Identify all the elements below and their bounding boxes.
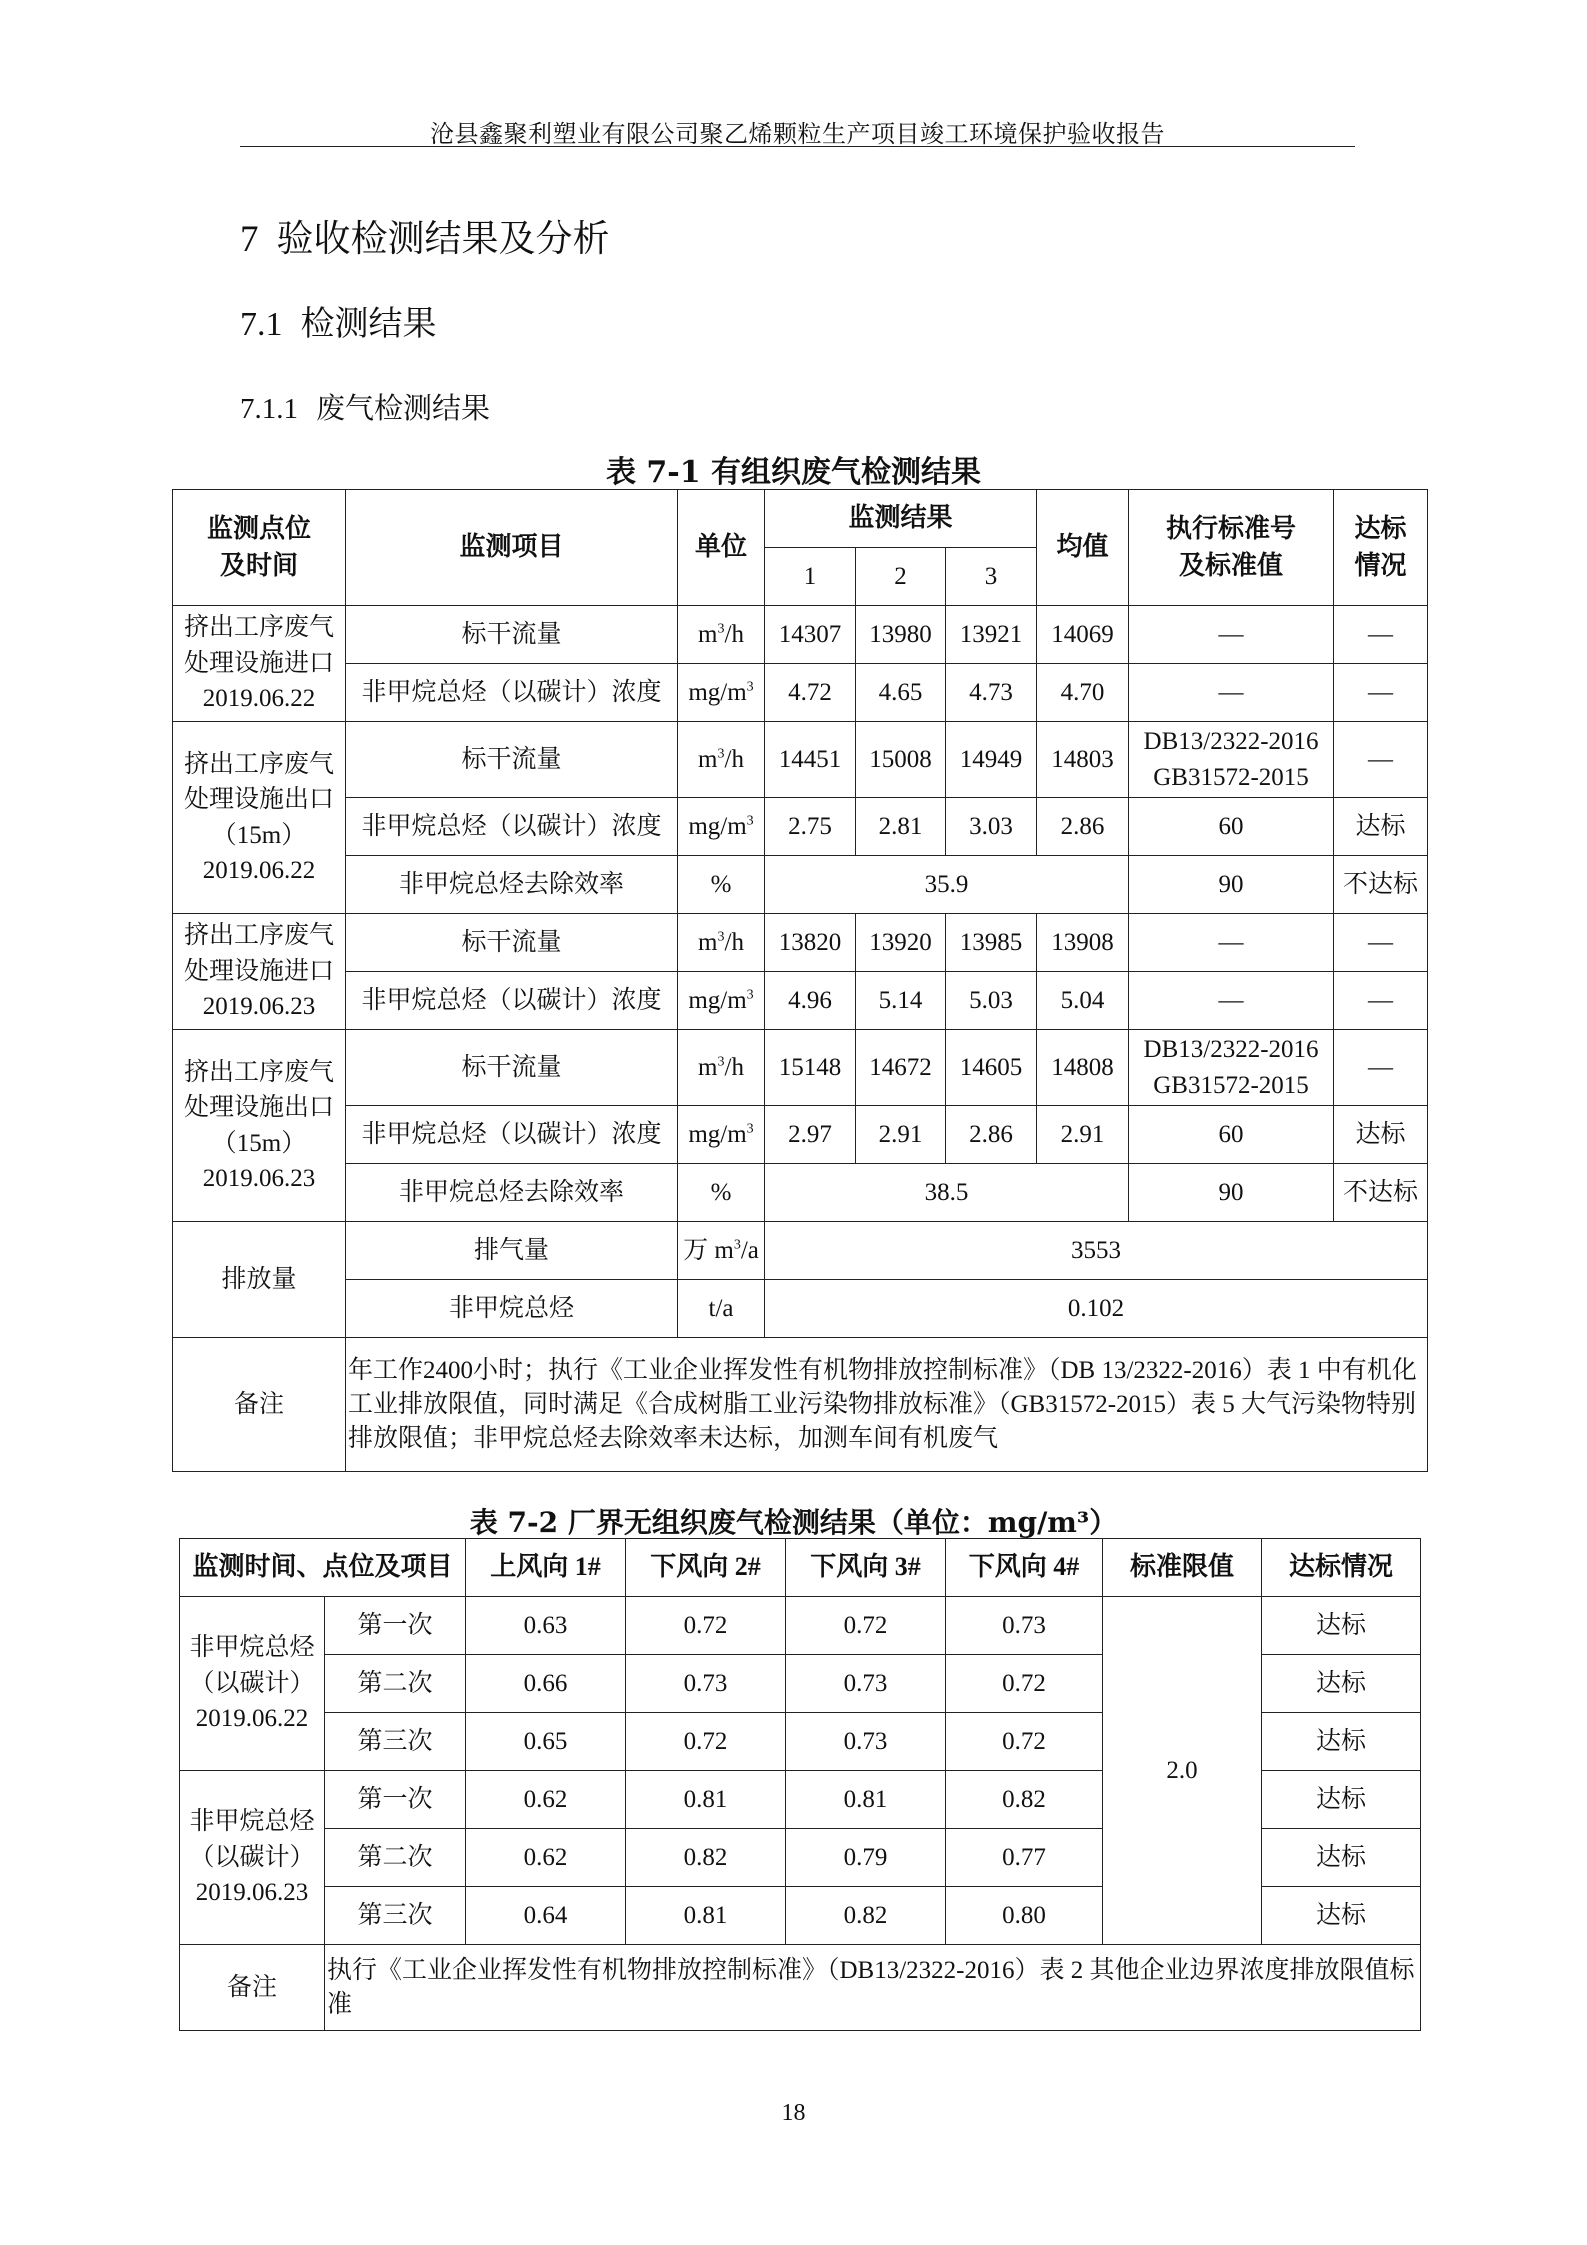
header-up1: 上风向 1#: [466, 1539, 626, 1597]
table2-caption: 表 7-2 厂界无组织废气检测结果（单位：mg/m³）: [469, 1506, 1118, 1539]
fugitive-emission-table: [179, 1538, 1421, 2031]
monitoring-item: 标干流量: [346, 606, 678, 664]
downwind-4: 0.72: [946, 1655, 1103, 1713]
mean-value: 2.86: [1037, 798, 1129, 856]
organized-emission-table: [172, 489, 1428, 1472]
unit-base: mg/m: [688, 812, 747, 840]
page-number: 18: [781, 2100, 806, 2126]
header-compliance: 达标 情况: [1334, 490, 1428, 606]
subsection-number: 7.1: [240, 306, 283, 343]
table-row: [180, 1597, 1421, 1655]
compliance: 达标: [1262, 1655, 1421, 1713]
result-1: 4.96: [765, 972, 856, 1030]
monitoring-point: 挤出工序废气 处理设施出口 （15m） 2019.06.23: [173, 1030, 346, 1222]
table-row: [173, 1164, 1428, 1222]
table-row: [173, 606, 1428, 664]
compliance: 达标: [1262, 1771, 1421, 1829]
header-unit: 单位: [678, 490, 765, 606]
standard-value: 90: [1129, 856, 1334, 914]
table-row: [173, 1222, 1428, 1280]
standard-value: 60: [1129, 798, 1334, 856]
result-3: 13921: [946, 606, 1037, 664]
compliance: —: [1334, 722, 1428, 798]
unit: [678, 664, 765, 722]
unit-superscript: 3: [717, 1054, 725, 1070]
unit: [678, 798, 765, 856]
emission-value: 0.102: [765, 1280, 1428, 1338]
unit-superscript: 3: [717, 621, 725, 637]
unit-tail: /h: [724, 745, 744, 773]
monitoring-item: 非甲烷总烃（以碳计）浓度: [346, 664, 678, 722]
unit-tail: /h: [724, 1053, 744, 1081]
subsubsection-title: 废气检测结果: [316, 391, 491, 425]
compliance: 达标: [1262, 1597, 1421, 1655]
standard-value: —: [1129, 606, 1334, 664]
header-mean: 均值: [1037, 490, 1129, 606]
sampling-round: 第二次: [325, 1829, 466, 1887]
header-result: 监测结果: [765, 490, 1037, 548]
mean-value: 14808: [1037, 1030, 1129, 1106]
monitoring-item: 标干流量: [346, 914, 678, 972]
downwind-3: 0.72: [786, 1597, 946, 1655]
downwind-3: 0.73: [786, 1713, 946, 1771]
header-down2: 下风向 2#: [626, 1539, 786, 1597]
unit-tail: /h: [724, 620, 744, 648]
note-label: 备注: [180, 1945, 325, 2031]
unit: %: [678, 856, 765, 914]
compliance: —: [1334, 1030, 1428, 1106]
group-label: 非甲烷总烃 （以碳计） 2019.06.22: [180, 1597, 325, 1771]
unit: [678, 914, 765, 972]
sampling-round: 第三次: [325, 1887, 466, 1945]
header-result-r2: 2: [856, 548, 946, 606]
compliance: —: [1334, 664, 1428, 722]
downwind-2: 0.72: [626, 1597, 786, 1655]
result-2: 2.91: [856, 1106, 946, 1164]
downwind-3: 0.81: [786, 1771, 946, 1829]
upwind-1: 0.63: [466, 1597, 626, 1655]
header-down3: 下风向 3#: [786, 1539, 946, 1597]
unit-superscript: 3: [746, 987, 754, 1003]
compliance: 达标: [1334, 798, 1428, 856]
table-row: [173, 722, 1428, 798]
upwind-1: 0.62: [466, 1829, 626, 1887]
compliance: 达标: [1262, 1887, 1421, 1945]
monitoring-item: 非甲烷总烃（以碳计）浓度: [346, 798, 678, 856]
emission-value: 3553: [765, 1222, 1428, 1280]
header-rule: [240, 146, 1355, 147]
document-header: 沧县鑫聚利塑业有限公司聚乙烯颗粒生产项目竣工环境保护验收报告: [430, 120, 1165, 148]
group-label: 非甲烷总烃 （以碳计） 2019.06.23: [180, 1771, 325, 1945]
unit: [678, 972, 765, 1030]
mean-value: 5.04: [1037, 972, 1129, 1030]
result-2: 2.81: [856, 798, 946, 856]
standard-value: DB13/2322-2016 GB31572-2015: [1129, 722, 1334, 798]
note-label: 备注: [173, 1338, 346, 1472]
table1-caption: 表 7-1 有组织废气检测结果: [605, 455, 982, 490]
removal-efficiency: 35.9: [765, 856, 1129, 914]
compliance: 不达标: [1334, 856, 1428, 914]
mean-value: 2.91: [1037, 1106, 1129, 1164]
standard-limit: 2.0: [1103, 1597, 1262, 1945]
sampling-round: 第二次: [325, 1655, 466, 1713]
header-time-point: 监测时间、点位及项目: [180, 1539, 466, 1597]
header-limit: 标准限值: [1103, 1539, 1262, 1597]
compliance: 达标: [1262, 1713, 1421, 1771]
note-text: 执行《工业企业挥发性有机物排放控制标准》（DB13/2322-2016）表 2 其他企业边界浓度排放限值标准: [325, 1945, 1421, 2031]
standard-value: —: [1129, 972, 1334, 1030]
result-3: 4.73: [946, 664, 1037, 722]
result-2: 14672: [856, 1030, 946, 1106]
unit: [678, 1106, 765, 1164]
table-row: [173, 972, 1428, 1030]
unit-superscript: 3: [733, 1237, 741, 1253]
unit-base: 万 m: [683, 1236, 734, 1264]
monitoring-item: 标干流量: [346, 722, 678, 798]
unit-superscript: 3: [746, 1121, 754, 1137]
monitoring-point: 挤出工序废气 处理设施进口 2019.06.22: [173, 606, 346, 722]
subsection-title: 检测结果: [300, 304, 437, 344]
unit-tail: /a: [740, 1236, 759, 1264]
unit-superscript: 3: [746, 813, 754, 829]
result-2: 13920: [856, 914, 946, 972]
monitoring-point: 挤出工序废气 处理设施出口 （15m） 2019.06.22: [173, 722, 346, 914]
header-down4: 下风向 4#: [946, 1539, 1103, 1597]
downwind-2: 0.72: [626, 1713, 786, 1771]
monitoring-item: 非甲烷总烃去除效率: [346, 856, 678, 914]
result-3: 3.03: [946, 798, 1037, 856]
subsubsection-number: 7.1.1: [240, 393, 298, 425]
emission-label: 排放量: [173, 1222, 346, 1338]
compliance: 达标: [1334, 1106, 1428, 1164]
monitoring-item: 非甲烷总烃（以碳计）浓度: [346, 972, 678, 1030]
downwind-2: 0.82: [626, 1829, 786, 1887]
unit-superscript: 3: [717, 929, 725, 945]
result-2: 4.65: [856, 664, 946, 722]
result-1: 15148: [765, 1030, 856, 1106]
unit: [678, 606, 765, 664]
result-2: 13980: [856, 606, 946, 664]
monitoring-item: 标干流量: [346, 1030, 678, 1106]
downwind-4: 0.77: [946, 1829, 1103, 1887]
section-title: 验收检测结果及分析: [276, 217, 610, 260]
unit-base: m: [698, 1053, 718, 1081]
note-text: 年工作2400小时；执行《工业企业挥发性有机物排放控制标准》（DB 13/2322-2016）表 1 中有机化工业排放限值，同时满足《合成树脂工业污染物排放标准》（GB31572-2015）表 5 大气污染物特别排放限值；非甲烷总烃去除效率未达标，加测车间有机废气: [346, 1338, 1428, 1472]
table-row: [173, 914, 1428, 972]
standard-value: DB13/2322-2016 GB31572-2015: [1129, 1030, 1334, 1106]
downwind-3: 0.73: [786, 1655, 946, 1713]
downwind-4: 0.72: [946, 1713, 1103, 1771]
unit-base: m: [698, 745, 718, 773]
table-row: [173, 856, 1428, 914]
section-number: 7: [240, 219, 259, 260]
mean-value: 14069: [1037, 606, 1129, 664]
sampling-round: 第一次: [325, 1771, 466, 1829]
mean-value: 4.70: [1037, 664, 1129, 722]
unit: [678, 722, 765, 798]
upwind-1: 0.62: [466, 1771, 626, 1829]
unit: [678, 1280, 765, 1338]
unit-superscript: 3: [717, 746, 725, 762]
table-row: [173, 1030, 1428, 1106]
unit-base: mg/m: [688, 986, 747, 1014]
upwind-1: 0.66: [466, 1655, 626, 1713]
subsubsection-heading: [240, 386, 490, 427]
compliance: 达标: [1262, 1829, 1421, 1887]
removal-efficiency: 38.5: [765, 1164, 1129, 1222]
downwind-2: 0.81: [626, 1887, 786, 1945]
result-1: 14451: [765, 722, 856, 798]
downwind-3: 0.82: [786, 1887, 946, 1945]
result-3: 14605: [946, 1030, 1037, 1106]
sampling-round: 第三次: [325, 1713, 466, 1771]
compliance: —: [1334, 972, 1428, 1030]
sampling-round: 第一次: [325, 1597, 466, 1655]
downwind-4: 0.82: [946, 1771, 1103, 1829]
result-1: 14307: [765, 606, 856, 664]
monitoring-item: 非甲烷总烃（以碳计）浓度: [346, 1106, 678, 1164]
standard-value: —: [1129, 664, 1334, 722]
table-row: [173, 664, 1428, 722]
emission-item: 排气量: [346, 1222, 678, 1280]
header-result-r1: 1: [765, 548, 856, 606]
unit: %: [678, 1164, 765, 1222]
unit-base: t/a: [708, 1294, 734, 1322]
result-1: 4.72: [765, 664, 856, 722]
result-2: 15008: [856, 722, 946, 798]
downwind-2: 0.73: [626, 1655, 786, 1713]
result-3: 14949: [946, 722, 1037, 798]
result-1: 2.75: [765, 798, 856, 856]
downwind-4: 0.80: [946, 1887, 1103, 1945]
compliance: 不达标: [1334, 1164, 1428, 1222]
mean-value: 14803: [1037, 722, 1129, 798]
downwind-4: 0.73: [946, 1597, 1103, 1655]
unit-base: mg/m: [688, 678, 747, 706]
unit: [678, 1030, 765, 1106]
section-heading: [240, 208, 610, 262]
table-row: [173, 1280, 1428, 1338]
subsection-heading: [240, 296, 437, 345]
unit-base: mg/m: [688, 1120, 747, 1148]
header-result-r3: 3: [946, 548, 1037, 606]
upwind-1: 0.65: [466, 1713, 626, 1771]
unit-base: m: [698, 928, 718, 956]
mean-value: 13908: [1037, 914, 1129, 972]
result-3: 2.86: [946, 1106, 1037, 1164]
result-3: 5.03: [946, 972, 1037, 1030]
downwind-3: 0.79: [786, 1829, 946, 1887]
header-standard: 执行标准号 及标准值: [1129, 490, 1334, 606]
result-3: 13985: [946, 914, 1037, 972]
header-point: 监测点位 及时间: [173, 490, 346, 606]
header-compliance: 达标情况: [1262, 1539, 1421, 1597]
standard-value: —: [1129, 914, 1334, 972]
compliance: —: [1334, 606, 1428, 664]
unit-base: m: [698, 620, 718, 648]
emission-item: 非甲烷总烃: [346, 1280, 678, 1338]
unit-tail: /h: [724, 928, 744, 956]
standard-value: 90: [1129, 1164, 1334, 1222]
result-1: 13820: [765, 914, 856, 972]
table-row: [173, 1106, 1428, 1164]
table-row: [173, 798, 1428, 856]
result-1: 2.97: [765, 1106, 856, 1164]
unit-superscript: 3: [746, 679, 754, 695]
monitoring-item: 非甲烷总烃去除效率: [346, 1164, 678, 1222]
monitoring-point: 挤出工序废气 处理设施进口 2019.06.23: [173, 914, 346, 1030]
unit: [678, 1222, 765, 1280]
downwind-2: 0.81: [626, 1771, 786, 1829]
standard-value: 60: [1129, 1106, 1334, 1164]
header-item: 监测项目: [346, 490, 678, 606]
compliance: —: [1334, 914, 1428, 972]
result-2: 5.14: [856, 972, 946, 1030]
upwind-1: 0.64: [466, 1887, 626, 1945]
